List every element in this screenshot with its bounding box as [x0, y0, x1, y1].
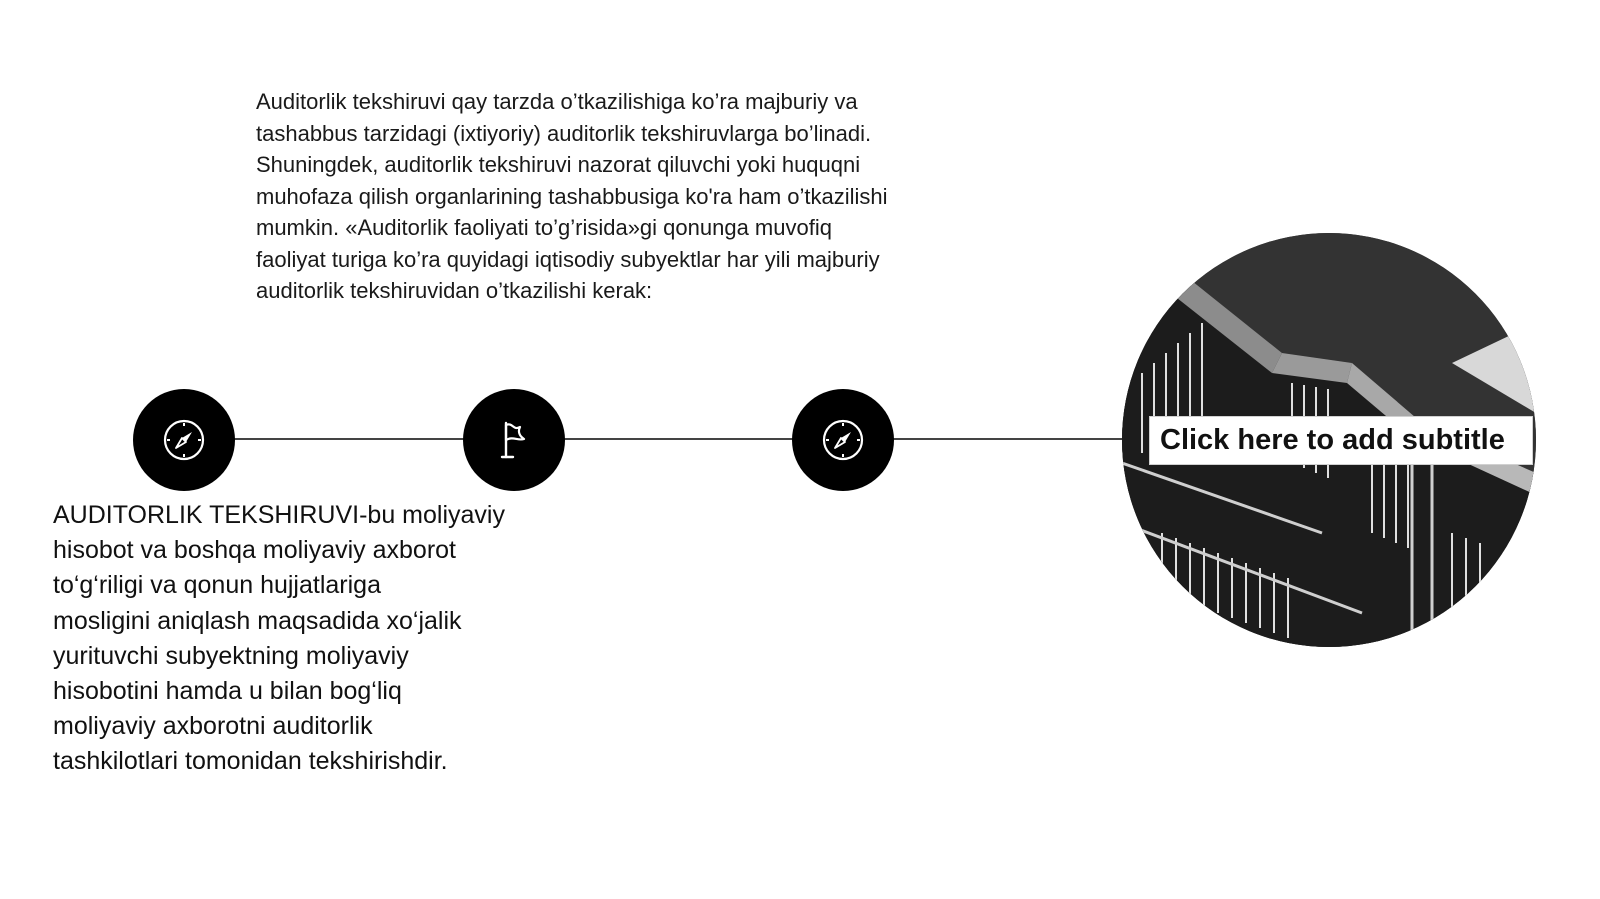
timeline-node-1	[133, 389, 235, 491]
definition-line: AUDITORLIK TEKSHIRUVI-bu moliyaviy	[53, 501, 505, 529]
definition-line: moliyaviy axborotni auditorlik	[53, 712, 373, 741]
timeline-node-3	[792, 389, 894, 491]
timeline-node-2	[463, 389, 565, 491]
definition-line: yurituvchi subyektning moliyaviy	[53, 641, 409, 670]
flag-icon	[491, 417, 537, 463]
timeline-line	[184, 438, 1134, 440]
definition-paragraph	[53, 498, 523, 780]
definition-line: to‘g‘riligi va qonun hujjatlariga	[53, 571, 381, 600]
top-paragraph-line: tashabbus tarzidagi (ixtiyoriy) auditorlik tekshiruvlarga bo’linadi.	[256, 120, 872, 146]
subtitle-placeholder[interactable]: Click here to add subtitle	[1149, 416, 1533, 465]
definition-line: hisobot va boshqa moliyaviy axborot	[53, 536, 457, 565]
top-paragraph-line: mumkin. «Auditorlik faoliyati to’g’risida»gi qonunga muvofiq	[256, 215, 832, 240]
compass-icon	[161, 417, 207, 463]
top-paragraph-line: Auditorlik tekshiruvi qay tarzda o’tkazilishiga ko’ra majburiy va	[256, 89, 858, 114]
definition-line: hisobotini hamda u bilan bog‘liq	[53, 677, 402, 706]
definition-line: tashkilotlari tomonidan tekshirishdir.	[53, 747, 448, 776]
top-paragraph-line: muhofaza qilish organlarining tashabbusiga ko'ra ham o’tkazilishi	[256, 183, 888, 209]
definition-line: mosligini aniqlash maqsadida xo‘jalik	[53, 606, 462, 635]
top-paragraph	[256, 86, 956, 307]
compass-icon	[820, 417, 866, 463]
top-paragraph-line: faoliyat turiga ko’ra quyidagi iqtisodiy subyektlar har yili majburiy	[256, 246, 880, 272]
top-paragraph-line: auditorlik tekshiruvidan o’tkazilishi kerak:	[256, 278, 653, 303]
top-paragraph-line: Shuningdek, auditorlik tekshiruvi nazorat qiluvchi yoki huquqni	[256, 152, 861, 177]
